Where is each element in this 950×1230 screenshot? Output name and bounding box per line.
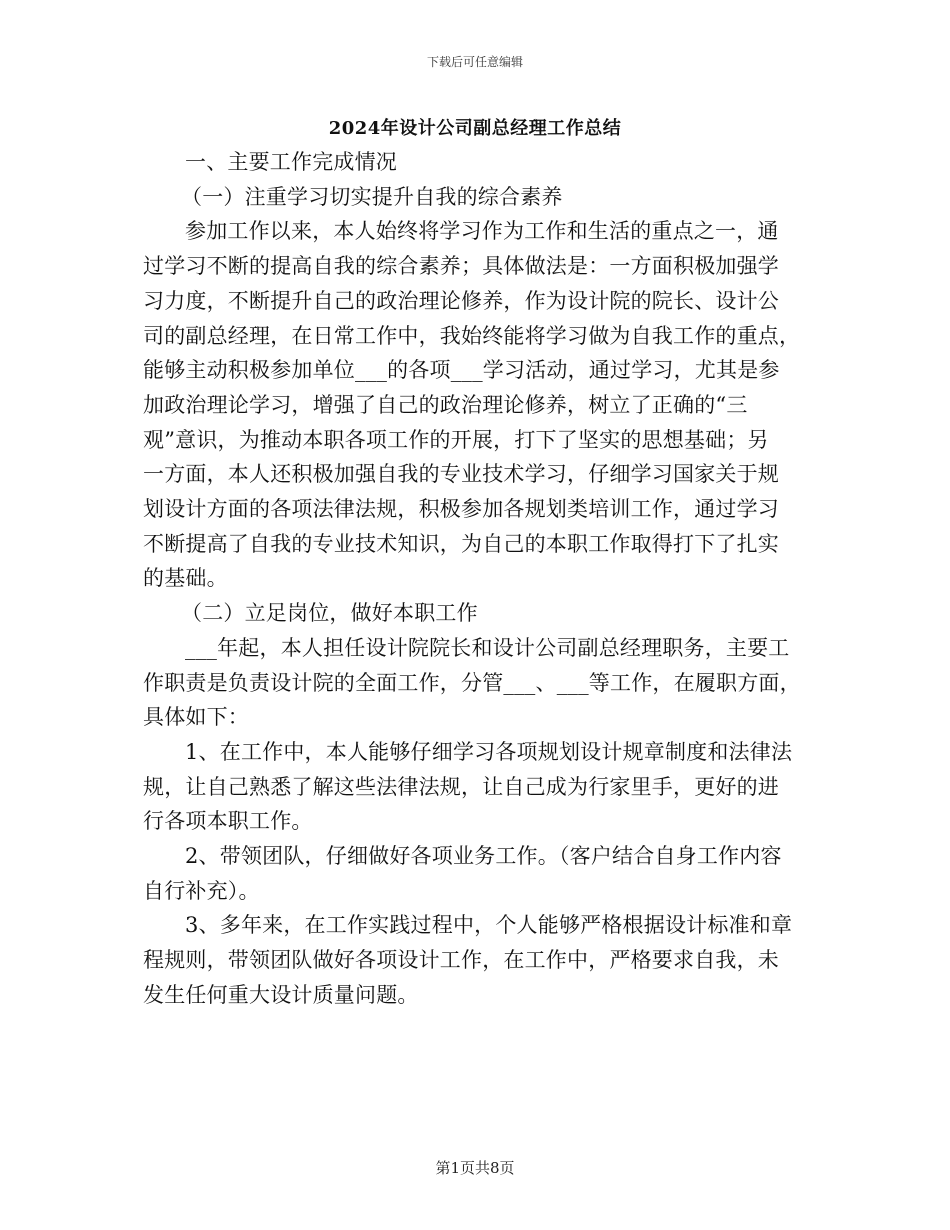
document-body	[143, 145, 809, 1013]
paragraph-line: 自行补充）。	[143, 878, 260, 903]
paragraph-line: 观”意识，为推动本职各项工作的开展，打下了坚实的思想基础；另	[143, 427, 769, 452]
paragraph-line: 1、在工作中，本人能够仔细学习各项规划设计规章制度和法律法	[185, 739, 793, 764]
paragraph-line: 的基础。	[143, 566, 228, 591]
paragraph-line: 习力度，不断提升自己的政治理论修养，作为设计院的院长、设计公	[143, 288, 779, 313]
paragraph-line: 过学习不断的提高自我的综合素养；具体做法是：一方面积极加强学	[143, 254, 779, 279]
paragraph-line: 3、多年来，在工作实践过程中，个人能够严格根据设计标准和章	[185, 913, 793, 938]
paragraph-line: 2、带领团队，仔细做好各项业务工作。（客户结合自身工作内容	[185, 844, 782, 869]
paragraph-line: 参加工作以来，本人始终将学习作为工作和生活的重点之一，通	[185, 219, 779, 244]
paragraph-line: 规，让自己熟悉了解这些法律法规，让自己成为行家里手，更好的进	[143, 774, 779, 799]
paragraph-line: 具体如下：	[143, 705, 249, 730]
paragraph-line: 司的副总经理，在日常工作中，我始终能将学习做为自我工作的重点，	[143, 323, 801, 348]
header-note: 下载后可任意编辑	[426, 55, 523, 69]
paragraph-line: 一方面，本人还积极加强自我的专业技术学习，仔细学习国家关于规	[143, 462, 779, 487]
page-number: 第1页共8页	[435, 1159, 515, 1177]
paragraph-line: 能够主动积极参加单位___的各项___学习活动，通过学习，尤其是参	[143, 358, 780, 383]
subsection-heading: （一）注重学习切实提升自我的综合素养	[181, 184, 563, 209]
paragraph-line: 行各项本职工作。	[143, 809, 313, 834]
paragraph-line: 不断提高了自我的专业技术知识，为自己的本职工作取得打下了扎实	[143, 531, 779, 556]
paragraph-line: 作职责是负责设计院的全面工作，分管___、___等工作，在履职方面，	[143, 670, 801, 695]
paragraph-line: 发生任何重大设计质量问题。	[143, 982, 419, 1007]
paragraph-line: 程规则，带领团队做好各项设计工作，在工作中，严格要求自我，未	[143, 948, 779, 973]
paragraph-line: 加政治理论学习，增强了自己的政治理论修养，树立了正确的“三	[143, 392, 748, 417]
paragraph-line: ___年起，本人担任设计院院长和设计公司副总经理职务，主要工	[185, 635, 790, 660]
paragraph-line: 划设计方面的各项法律法规，积极参加各规划类培训工作，通过学习	[143, 497, 779, 522]
document-title: 2024年设计公司副总经理工作总结	[328, 118, 622, 139]
section-heading: 一、主要工作完成情况	[185, 150, 397, 174]
subsection-heading: （二）立足岗位，做好本职工作	[181, 601, 478, 626]
